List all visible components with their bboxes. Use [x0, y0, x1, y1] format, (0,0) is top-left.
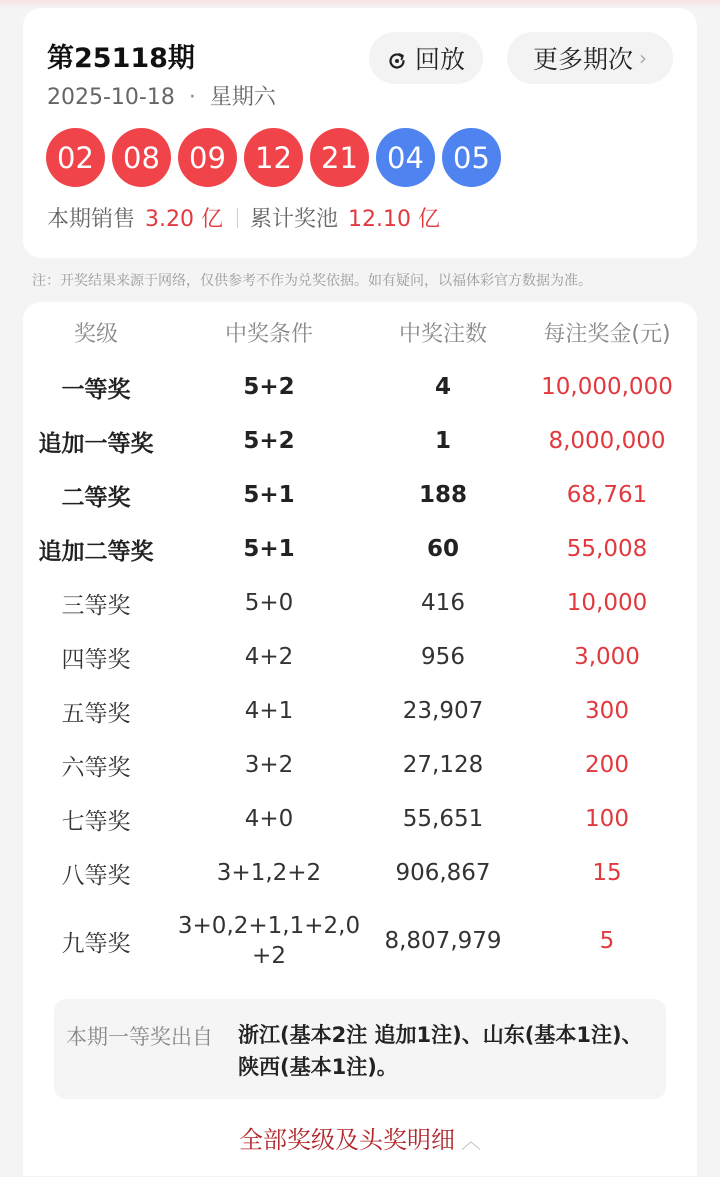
red-ball: 09 [178, 128, 237, 187]
winner-count: 906,867 [395, 860, 491, 886]
issue-title: 第25118期 [47, 43, 195, 74]
prize-amount: 3,000 [574, 644, 640, 670]
sales-value: 3.20 亿 [145, 207, 223, 232]
prize-level: 九等奖 [61, 930, 131, 957]
separator-dot: · [188, 85, 196, 110]
pool-label: 累计奖池 [250, 207, 339, 232]
table-row [23, 684, 697, 738]
red-ball: 08 [112, 128, 171, 187]
prize-level: 五等奖 [61, 700, 131, 727]
prize-condition: 5+1 [243, 482, 295, 508]
prize-level: 三等奖 [61, 592, 131, 619]
winner-count: 60 [426, 536, 459, 562]
prize-amount: 55,008 [566, 536, 648, 562]
prize-amount: 10,000 [566, 590, 648, 616]
prize-amount: 300 [585, 698, 629, 724]
first-prize-origin-label: 本期一等奖出自 [66, 1025, 213, 1049]
winner-count: 956 [421, 644, 465, 670]
prize-table-card [23, 302, 697, 1176]
prize-level: 四等奖 [61, 646, 131, 673]
winner-count: 4 [434, 374, 451, 400]
prize-level: 七等奖 [61, 808, 131, 835]
prize-condition: 4+0 [244, 806, 294, 832]
header-count: 中奖注数 [398, 321, 487, 347]
blue-ball: 04 [376, 128, 435, 187]
prize-amount: 200 [585, 752, 629, 778]
header-amount: 每注奖金(元) [543, 321, 671, 347]
chevron-up-icon: ︿ [461, 1129, 481, 1153]
winner-count: 23,907 [402, 698, 484, 724]
prize-condition: 4+1 [244, 698, 294, 724]
table-row [23, 576, 697, 630]
table-row [23, 522, 697, 576]
replay-icon [387, 48, 407, 68]
prize-condition: 5+1 [243, 536, 295, 562]
replay-button[interactable] [369, 32, 483, 84]
pool-value: 12.10 亿 [348, 207, 440, 232]
prize-condition: 3+1,2+2 [216, 860, 322, 886]
table-row [23, 738, 697, 792]
disclaimer-note: 注：开奖结果来源于网络，仅供参考不作为兑奖依据。如有疑问，以福体彩官方数据为准。 [32, 273, 592, 289]
first-prize-origin-text: 浙江(基本2注 追加1注)、山东(基本1注)、陕西(基本1注)。 [238, 1023, 643, 1079]
prize-level: 八等奖 [61, 862, 131, 889]
red-ball: 12 [244, 128, 303, 187]
prize-amount: 5 [599, 928, 615, 954]
prize-level: 六等奖 [61, 754, 131, 781]
prize-condition: 5+2 [243, 428, 295, 454]
prize-amount: 100 [585, 806, 629, 832]
table-row [23, 414, 697, 468]
prize-condition: 5+2 [243, 374, 295, 400]
more-issues-button[interactable] [507, 32, 673, 84]
more-issues-label: 更多期次 [532, 45, 633, 74]
winning-numbers [46, 128, 501, 187]
winner-count: 27,128 [402, 752, 484, 778]
table-row [23, 360, 697, 414]
prize-amount: 10,000,000 [541, 374, 673, 400]
prize-amount: 15 [592, 860, 622, 886]
table-row [23, 846, 697, 900]
prize-level: 追加二等奖 [38, 538, 154, 565]
first-prize-origin-box [54, 999, 666, 1099]
prize-level: 追加一等奖 [38, 430, 154, 457]
winner-count: 188 [418, 482, 467, 508]
table-row [23, 468, 697, 522]
divider [237, 208, 238, 228]
chevron-right-icon: › [639, 46, 647, 70]
all-prizes-detail-label: 全部奖级及头奖明细 [239, 1126, 455, 1154]
table-row [23, 630, 697, 684]
all-prizes-detail-link[interactable] [23, 1120, 697, 1155]
table-row [23, 792, 697, 846]
winner-count: 1 [434, 428, 451, 454]
prize-condition: 3+0,2+1,1+2,0+2 [177, 913, 361, 969]
top-fade [0, 0, 720, 8]
prize-condition: 4+2 [244, 644, 294, 670]
winner-count: 8,807,979 [384, 928, 502, 954]
winner-count: 416 [421, 590, 465, 616]
prize-level: 二等奖 [61, 484, 131, 511]
table-row [23, 905, 697, 977]
red-ball: 02 [46, 128, 105, 187]
prize-condition: 5+0 [244, 590, 294, 616]
draw-date-line [47, 80, 276, 111]
winner-count: 55,651 [402, 806, 484, 832]
table-header [23, 305, 697, 359]
blue-ball: 05 [442, 128, 501, 187]
prize-level: 一等奖 [61, 376, 131, 403]
red-ball: 21 [310, 128, 369, 187]
header-level: 奖级 [73, 321, 118, 347]
prize-condition: 3+2 [244, 752, 294, 778]
sales-line [47, 202, 440, 233]
sales-label: 本期销售 [47, 207, 136, 232]
prize-amount: 68,761 [566, 482, 648, 508]
draw-date: 2025-10-18 [47, 85, 175, 110]
prize-amount: 8,000,000 [548, 428, 666, 454]
header-condition: 中奖条件 [224, 321, 313, 347]
draw-result-card [23, 8, 697, 258]
draw-weekday: 星期六 [209, 85, 276, 110]
replay-label: 回放 [414, 45, 465, 74]
